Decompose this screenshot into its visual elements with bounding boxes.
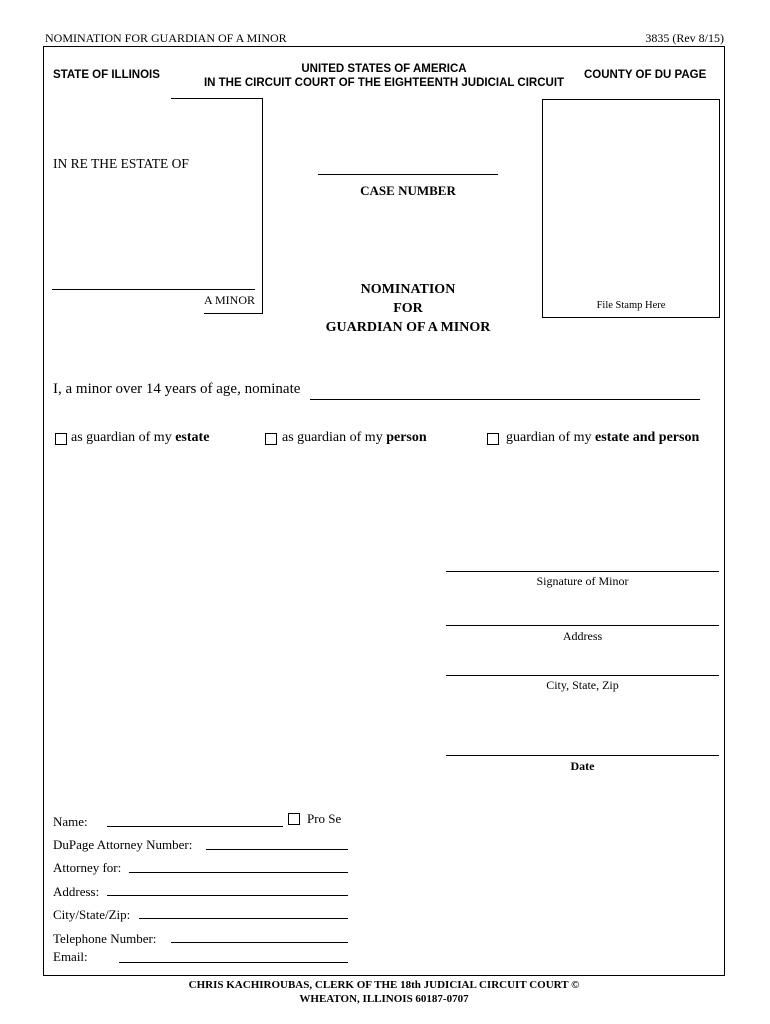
telephone-label: Telephone Number: xyxy=(53,931,157,946)
attorney-for-label: Attorney for: xyxy=(53,860,122,875)
pro-se-checkbox[interactable] xyxy=(288,813,300,825)
person-option-label xyxy=(282,430,427,446)
city-line[interactable] xyxy=(446,675,719,676)
county-label: COUNTY OF DU PAGE xyxy=(584,69,707,81)
court-line-1: UNITED STATES OF AMERICA xyxy=(301,63,467,75)
attorney-for-line[interactable] xyxy=(129,872,348,873)
email-label: Email: xyxy=(53,949,88,964)
court-line-2: IN THE CIRCUIT COURT OF THE EIGHTEENTH JUDICIAL CIRCUIT xyxy=(203,77,565,89)
case-number-line[interactable] xyxy=(318,174,498,175)
form-code: 3835 (Rev 8/15) xyxy=(645,31,724,45)
attorney-name-line[interactable] xyxy=(107,826,283,827)
attorney-number-line[interactable] xyxy=(206,849,348,850)
estate-and-person-option-prefix: guardian of my xyxy=(506,430,596,445)
attorney-city-label: City/State/Zip: xyxy=(53,907,131,922)
date-line[interactable] xyxy=(446,755,719,756)
caption-top-line xyxy=(171,98,263,99)
pro-se-label: Pro Se xyxy=(307,811,342,826)
estate-option-prefix: as guardian of my xyxy=(71,430,176,445)
file-stamp-box xyxy=(542,99,720,318)
caption-right-line xyxy=(262,98,263,314)
nominee-name-line[interactable] xyxy=(310,399,700,400)
doc-title-1: NOMINATION xyxy=(360,282,456,297)
minor-name-line[interactable] xyxy=(52,289,255,290)
nomination-statement: I, a minor over 14 years of age, nominate xyxy=(53,381,301,397)
signature-line[interactable] xyxy=(446,571,719,572)
telephone-line[interactable] xyxy=(171,942,348,943)
attorney-city-line[interactable] xyxy=(139,918,348,919)
email-line[interactable] xyxy=(119,962,348,963)
attorney-address-label: Address: xyxy=(53,884,100,899)
city-label: City, State, Zip xyxy=(546,678,619,692)
address-line[interactable] xyxy=(446,625,719,626)
footer-line-2: WHEATON, ILLINOIS 60187-0707 xyxy=(299,993,469,1005)
doc-title-3: GUARDIAN OF A MINOR xyxy=(325,320,491,335)
estate-and-person-checkbox[interactable] xyxy=(487,433,499,445)
estate-and-person-option-label xyxy=(506,430,699,446)
estate-option-label xyxy=(71,430,209,446)
footer-line-1: CHRIS KACHIROUBAS, CLERK OF THE 18th JUDICIAL CIRCUIT COURT © xyxy=(188,979,580,991)
signature-label: Signature of Minor xyxy=(536,574,629,588)
estate-of-label: IN RE THE ESTATE OF xyxy=(53,156,189,171)
file-stamp-label: File Stamp Here xyxy=(596,300,666,311)
attorney-number-label: DuPage Attorney Number: xyxy=(53,837,193,852)
estate-checkbox[interactable] xyxy=(55,433,67,445)
case-number-label: CASE NUMBER xyxy=(360,183,456,198)
caption-bottom-line xyxy=(204,313,263,314)
date-label: Date xyxy=(570,759,595,773)
attorney-name-label: Name: xyxy=(53,814,88,829)
a-minor-label: A MINOR xyxy=(204,293,256,307)
person-option-prefix: as guardian of my xyxy=(282,430,387,445)
estate-option-bold: estate xyxy=(175,430,210,445)
doc-title-2: FOR xyxy=(393,301,423,316)
attorney-address-line[interactable] xyxy=(107,895,348,896)
state-label: STATE OF ILLINOIS xyxy=(53,69,160,81)
form-title: NOMINATION FOR GUARDIAN OF A MINOR xyxy=(45,31,287,45)
person-checkbox[interactable] xyxy=(265,433,277,445)
person-option-bold: person xyxy=(386,430,427,445)
address-label: Address xyxy=(562,629,603,643)
estate-and-person-option-bold: estate and person xyxy=(595,430,700,445)
